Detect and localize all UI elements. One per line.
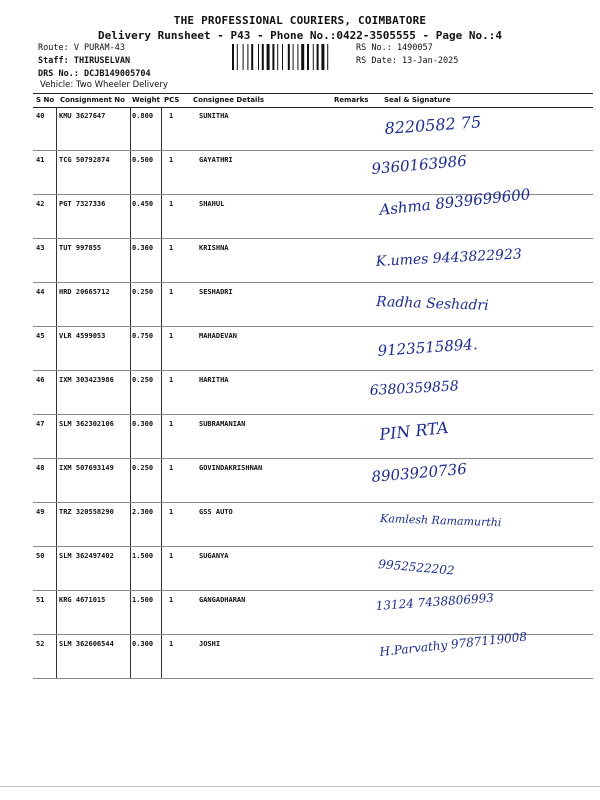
handwritten-signature: 13124 7438806993 [375, 590, 495, 613]
table-row [33, 239, 593, 283]
row-consignment: PGT 7327336 [59, 200, 106, 208]
row-weight: 2.300 [132, 508, 154, 516]
table-row [33, 591, 593, 635]
handwritten-signature: 8220582 75 [383, 112, 482, 138]
runsheet-subtitle: Delivery Runsheet - P43 - Phone No.:0422-3505555 - Page No.:4 [98, 29, 502, 42]
row-weight: 0.250 [132, 288, 154, 296]
row-weight: 0.300 [132, 420, 154, 428]
table-row [33, 415, 593, 459]
row-pcs: 1 [169, 376, 174, 384]
row-consignment: VLR 4599053 [59, 332, 106, 340]
table-row [33, 371, 593, 415]
handwritten-signature: 8903920736 [370, 459, 468, 486]
row-consignee: GANGADHARAN [199, 596, 246, 604]
table-row [33, 635, 593, 679]
row-pcs: 1 [169, 200, 174, 208]
route-label: Route: V PURAM-43 [38, 43, 125, 53]
row-weight: 0.360 [132, 244, 154, 252]
row-pcs: 1 [169, 552, 174, 560]
handwritten-signature: PIN RTA [378, 417, 450, 444]
handwritten-signature: Ashma 8939699600 [378, 185, 532, 219]
row-consignee: SUGANYA [199, 552, 229, 560]
row-consignment: IXM 507693149 [59, 464, 114, 472]
staff-label: Staff: THIRUSELVAN [38, 56, 131, 66]
row-consignment: KRG 4671015 [59, 596, 106, 604]
row-consignee: GAYATHRI [199, 156, 233, 164]
table-row [33, 151, 593, 195]
row-sno: 52 [36, 640, 45, 648]
handwritten-signature: 6380359858 [369, 378, 460, 399]
col-remarks: Remarks [334, 96, 369, 104]
row-pcs: 1 [169, 596, 174, 604]
table-row [33, 459, 593, 503]
row-sno: 46 [36, 376, 45, 384]
col-weight: Weight [132, 96, 160, 104]
col-signature: Seal & Signature [384, 96, 451, 104]
table-row [33, 283, 593, 327]
row-pcs: 1 [169, 112, 174, 120]
handwritten-signature: 9123515894. [377, 335, 479, 360]
row-weight: 0.500 [132, 156, 154, 164]
row-pcs: 1 [169, 464, 174, 472]
row-consignment: HRD 20665712 [59, 288, 110, 296]
row-consignee: GSS AUTO [199, 508, 233, 516]
col-pcs: PCS [164, 96, 180, 104]
vehicle-label: Vehicle: Two Wheeler Delivery [40, 80, 168, 90]
meta-right [356, 42, 458, 68]
handwritten-signature: Kamlesh Ramamurthi [379, 512, 502, 530]
row-sno: 45 [36, 332, 45, 340]
row-consignee: HARITHA [199, 376, 229, 384]
table-row [33, 503, 593, 547]
handwritten-signature: Radha Seshadri [375, 294, 489, 314]
row-consignee: JOSHI [199, 640, 221, 648]
row-consignment: SLM 362497402 [59, 552, 114, 560]
table-row [33, 195, 593, 239]
row-pcs: 1 [169, 420, 174, 428]
table-row [33, 107, 593, 151]
row-consignee: MAHADEVAN [199, 332, 237, 340]
row-sno: 49 [36, 508, 45, 516]
handwritten-signature: K.umes 9443822923 [375, 246, 523, 270]
row-consignment: TUT 997855 [59, 244, 102, 252]
header-top-rule [33, 93, 593, 94]
handwritten-signature: H.Parvathy 9787119008 [378, 629, 528, 659]
row-pcs: 1 [169, 640, 174, 648]
col-consignment: Consignment No [60, 96, 125, 104]
row-weight: 1.500 [132, 596, 154, 604]
row-consignment: SLM 362606544 [59, 640, 114, 648]
barcode [232, 44, 350, 70]
row-sno: 50 [36, 552, 45, 560]
row-pcs: 1 [169, 332, 174, 340]
row-consignment: IXM 303423986 [59, 376, 114, 384]
row-pcs: 1 [169, 288, 174, 296]
row-consignment: TRZ 320558290 [59, 508, 114, 516]
handwritten-signature: 9952522202 [377, 557, 456, 578]
row-sno: 44 [36, 288, 45, 296]
col-details: Consignee Details [193, 96, 265, 104]
row-pcs: 1 [169, 156, 174, 164]
row-sno: 42 [36, 200, 45, 208]
row-consignee: GOVINDAKRISHNAN [199, 464, 263, 472]
row-sno: 48 [36, 464, 45, 472]
table-row [33, 327, 593, 371]
row-weight: 1.500 [132, 552, 154, 560]
row-pcs: 1 [169, 508, 174, 516]
row-weight: 0.250 [132, 464, 154, 472]
row-weight: 0.250 [132, 376, 154, 384]
row-weight: 0.450 [132, 200, 154, 208]
meta-left [38, 42, 151, 81]
rs-date: RS Date: 13-Jan-2025 [356, 56, 459, 66]
row-weight: 0.750 [132, 332, 154, 340]
row-weight: 0.300 [132, 640, 154, 648]
drs-label: DRS No.: DCJB149005704 [38, 69, 151, 79]
handwritten-signature: 9360163986 [370, 151, 468, 178]
footer-rule [0, 786, 600, 787]
row-weight: 0.800 [132, 112, 154, 120]
row-sno: 51 [36, 596, 45, 604]
row-sno: 40 [36, 112, 45, 120]
row-consignment: SLM 362302106 [59, 420, 114, 428]
rs-number: RS No.: 1490057 [356, 43, 433, 53]
row-consignee: SESHADRI [199, 288, 233, 296]
row-sno: 43 [36, 244, 45, 252]
table-row [33, 547, 593, 591]
row-consignment: KMU 3627647 [59, 112, 106, 120]
row-sno: 41 [36, 156, 45, 164]
company-title: THE PROFESSIONAL COURIERS, COIMBATORE [173, 14, 427, 27]
row-consignee: SUNITHA [199, 112, 229, 120]
row-consignee: SUBRAMANIAN [199, 420, 246, 428]
row-consignment: TCG 50792874 [59, 156, 110, 164]
col-sno: S No [36, 96, 55, 104]
row-consignee: KRISHNA [199, 244, 229, 252]
row-sno: 47 [36, 420, 45, 428]
row-divider [33, 678, 593, 679]
row-consignee: SHAHUL [199, 200, 225, 208]
row-pcs: 1 [169, 244, 174, 252]
